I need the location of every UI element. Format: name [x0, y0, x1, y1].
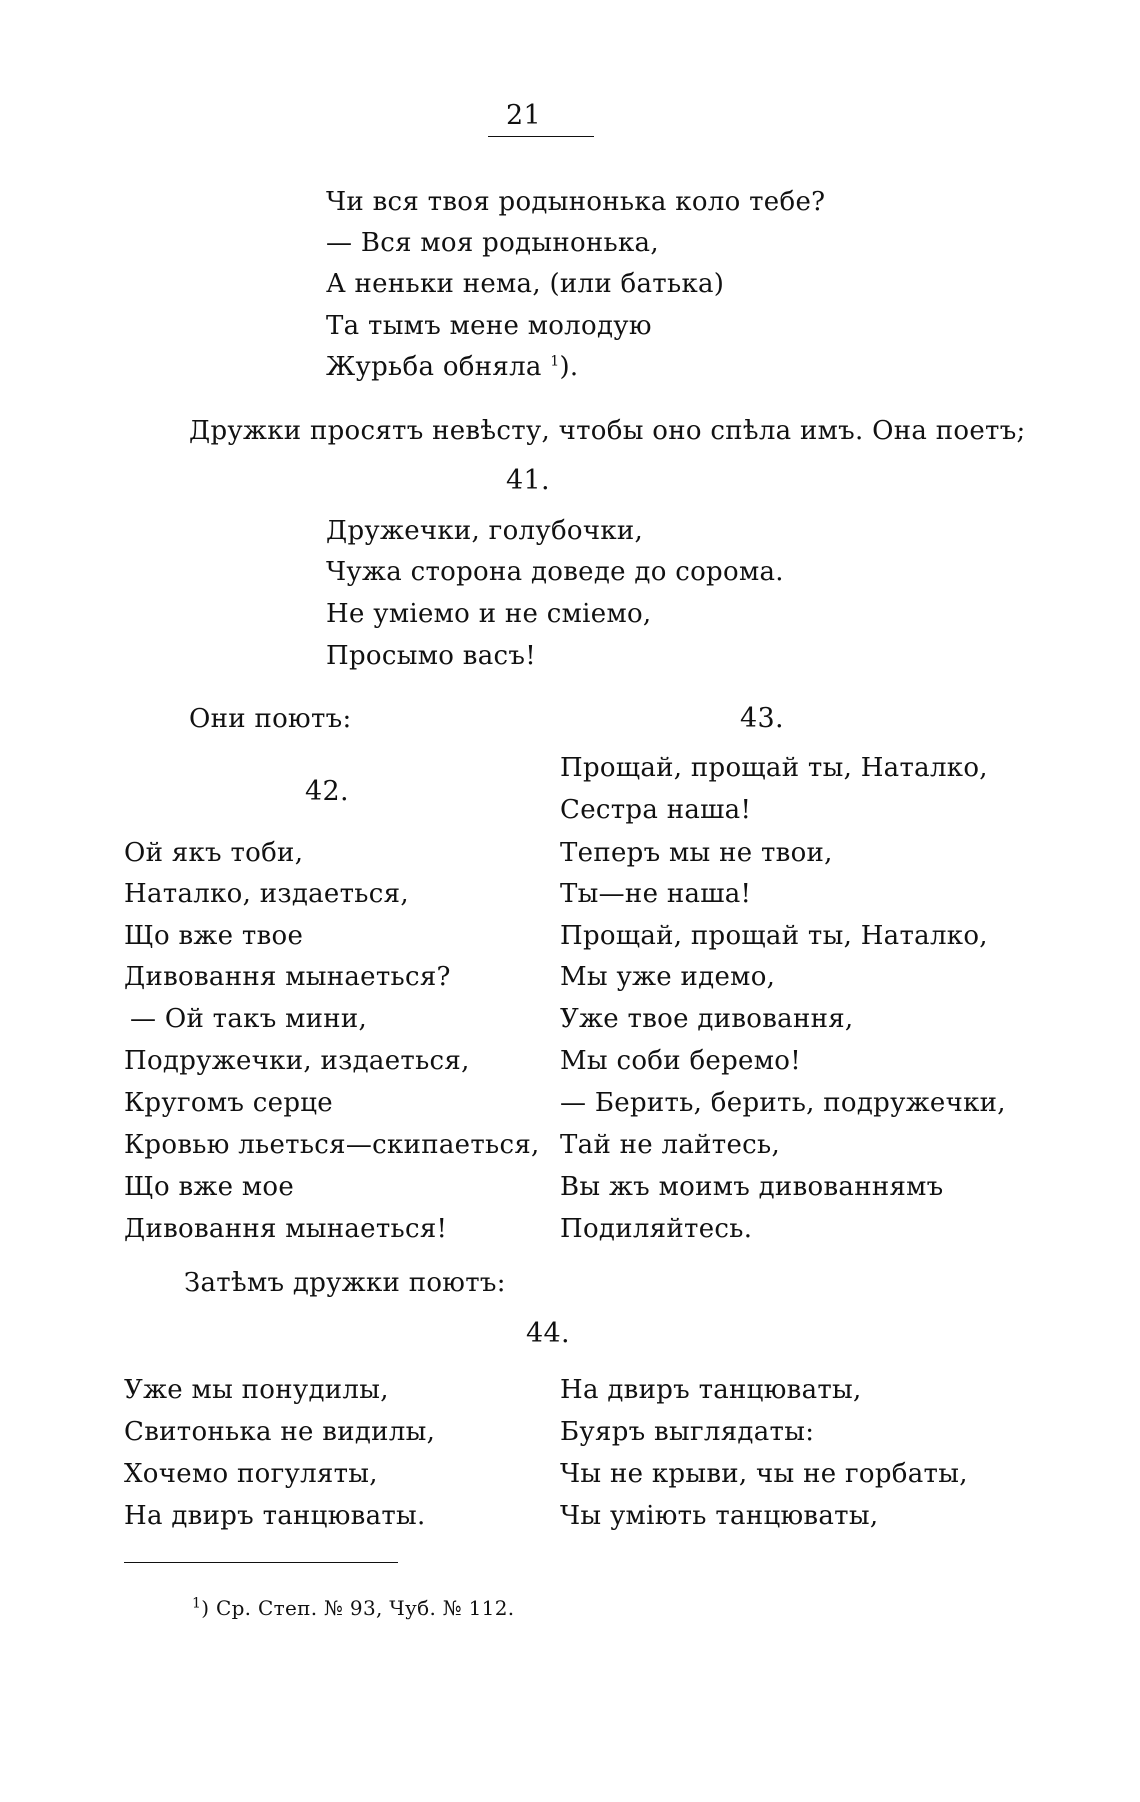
song-line: Уже твое дивовання, — [560, 1004, 854, 1034]
song-line: Хочемо погуляты, — [124, 1459, 378, 1489]
song-line: Прощай, прощай ты, Наталко, — [560, 921, 988, 951]
song-line: Просымо васъ! — [326, 641, 536, 671]
song-line: — Ой такъ мини, — [130, 1004, 368, 1034]
song-line: Мы соби беремо! — [560, 1046, 801, 1076]
prose-intro: Затѣмъ дружки поютъ: — [184, 1268, 506, 1298]
song-line: Не уміемо и не сміемо, — [326, 599, 652, 629]
song-number: 41. — [506, 465, 550, 496]
song-line: Подружечки, издаеться, — [124, 1046, 470, 1076]
footnote-text: ) Ср. Степ. № 93, Чуб. № 112. — [201, 1596, 515, 1620]
stanza-line: — Вся моя родынонька, — [326, 228, 659, 258]
page-number-rule — [488, 136, 594, 137]
stanza-line: А неньки нема, (или батька) — [326, 269, 725, 299]
footnote-marker: 1 — [192, 1595, 202, 1612]
song-line: — Берить, берить, подружечки, — [560, 1088, 1006, 1118]
stanza-line — [326, 351, 579, 383]
stanza-line: Та тымъ мене молодую — [326, 311, 652, 341]
song-line: Наталко, издаеться, — [124, 879, 409, 909]
song-line: Ты—не наша! — [560, 879, 752, 909]
song-line: На двиръ танцюваты. — [124, 1501, 426, 1531]
footnote-marker: 1 — [550, 353, 560, 370]
song-line: Прощай, прощай ты, Наталко, — [560, 753, 988, 783]
song-line: Чы уміють танцюваты, — [560, 1501, 879, 1531]
song-line: Чужа сторона доведе до сорома. — [326, 557, 784, 587]
song-line: Кругомъ серце — [124, 1088, 333, 1118]
stanza-line: Чи вся твоя родынонька коло тебе? — [326, 187, 826, 217]
stanza-line-close: ). — [559, 352, 579, 382]
song-line: Теперъ мы не твои, — [560, 838, 833, 868]
footnote — [192, 1592, 514, 1624]
stanza-line-text: Журьба обняла — [326, 352, 542, 382]
song-line: Дружечки, голубочки, — [326, 516, 644, 546]
song-number: 44. — [526, 1318, 570, 1349]
song-line: Що вже твое — [124, 921, 304, 951]
prose-intro: Они поютъ: — [189, 704, 352, 734]
song-line: Що вже мое — [124, 1172, 295, 1202]
song-line: Мы уже идемо, — [560, 962, 776, 992]
song-line: Ой якъ тоби, — [124, 838, 304, 868]
song-line: Тай не лайтесь, — [560, 1130, 781, 1160]
footnote-rule — [124, 1562, 398, 1563]
song-line: Кровью льеться—скипаеться, — [124, 1130, 540, 1160]
song-line: Дивовання мынаеться! — [124, 1214, 448, 1244]
song-number: 42. — [305, 776, 349, 807]
song-line: Уже мы понудилы, — [124, 1375, 389, 1405]
song-number: 43. — [740, 703, 784, 734]
page-number: 21 — [506, 100, 541, 131]
song-line: Вы жъ моимъ дивованнямъ — [560, 1172, 944, 1202]
song-line: Дивовання мынаеться? — [124, 962, 451, 992]
song-line: Свитонька не видилы, — [124, 1417, 436, 1447]
song-line: На двиръ танцюваты, — [560, 1375, 862, 1405]
song-line: Буяръ выглядаты: — [560, 1417, 815, 1447]
song-line: Подиляйтесь. — [560, 1214, 753, 1244]
song-line: Чы не крыви, чы не горбаты, — [560, 1459, 968, 1489]
song-line: Сестра наша! — [560, 795, 752, 825]
prose-intro: Дружки просятъ невѣсту, чтобы оно спѣла имъ. Она поетъ; — [189, 416, 1026, 446]
